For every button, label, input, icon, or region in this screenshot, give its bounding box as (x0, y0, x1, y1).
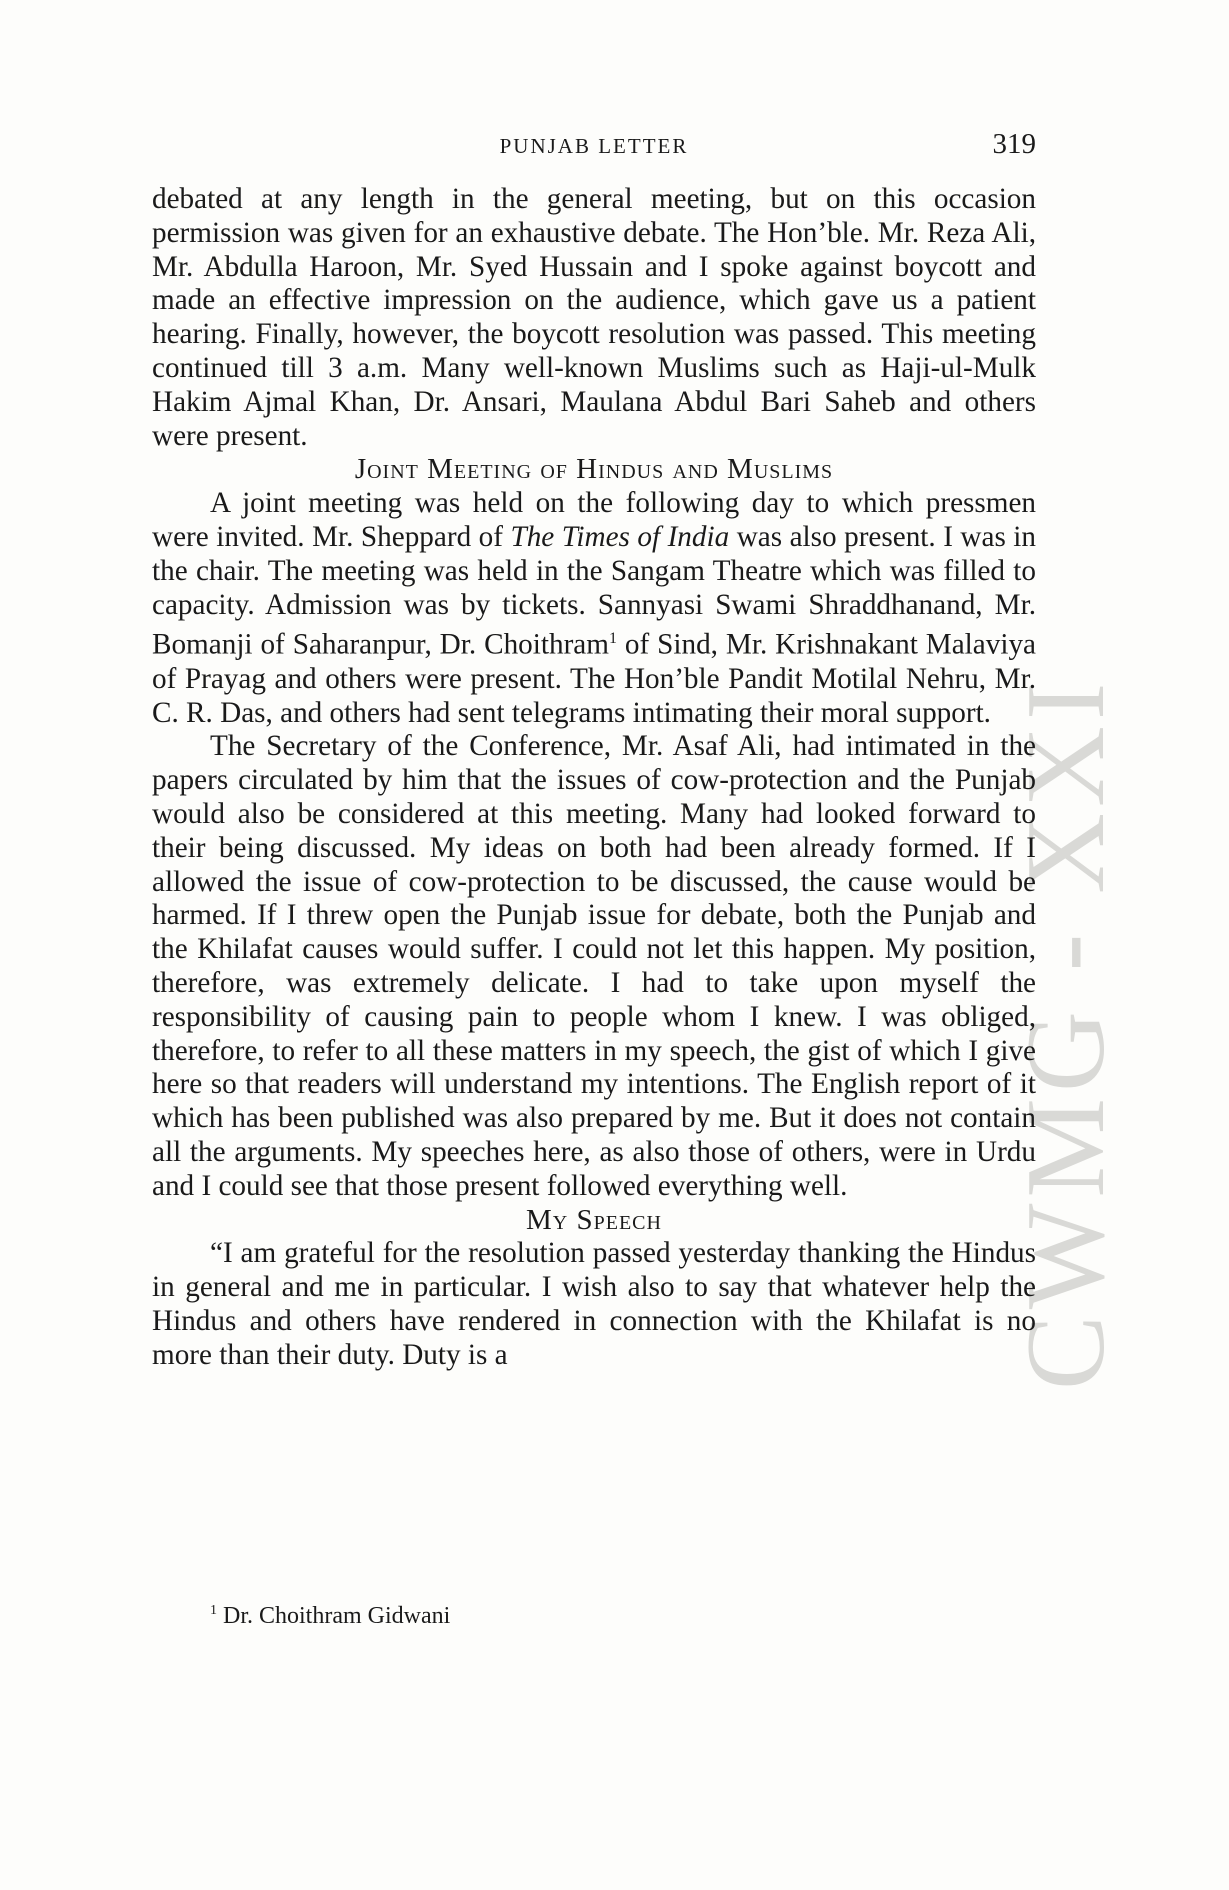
watermark: CWMG - XXI (1004, 676, 1128, 1390)
footnote-marker: 1 (608, 630, 617, 648)
footnote-text: Dr. Choithram Gidwani (217, 1603, 451, 1629)
section-heading: Joint Meeting of Hindus and Muslims (354, 453, 834, 486)
paragraph: “I am grateful for the resolution passed yesterday thanking the Hindus in general and me in particular. I wish also to say that whatever help the Hindus and others have rendered in connection with the Khilafat is no more than their duty. Duty is a (152, 1237, 1036, 1371)
paragraph-text: A joint meeting was held on the following day to which pressmen were invited. Mr. Sheppard of (152, 487, 1036, 553)
italic-title: The Times of India (510, 520, 730, 553)
body-text (152, 183, 1036, 1373)
footnote (210, 1603, 450, 1630)
paragraph-text: was also present. I was in the chair. The meeting was held in the Sangam Theatre which was filled to capacity. Admission was by tickets. Sannyasi Swami Shraddhanand, Mr. Bomanji of Saharanpur, Dr. Choithram (152, 520, 1037, 662)
page-header (152, 128, 1036, 168)
footnote-number: 1 (210, 1603, 217, 1618)
section-heading: My Speech (526, 1203, 662, 1236)
running-head: PUNJAB LETTER (499, 134, 689, 158)
paragraph-text: of Sind, Mr. Krishnakant Malaviya of Prayag and others were present. The Hon’ble Pandit Motilal Nehru, Mr. C. R. Das, and others had sent telegrams intimating their moral support. (152, 629, 1036, 729)
page-number: 319 (992, 128, 1036, 160)
paragraph: The Secretary of the Conference, Mr. Asaf Ali, had intimated in the papers circulated by him that the issues of cow-protection and the Punjab would also be considered at this meeting. Many had looked forward to their being discussed. My ideas on both had been already formed. If I allowed the issue of cow-protection to be discussed, the cause would be harmed. If I threw open the Punjab issue for debate, both the Punjab and the Khilafat causes would suffer. I could not let this happen. My position, therefore, was extremely delicate. I had to take upon myself the responsibility of causing pain to people whom I knew. I was obliged, therefore, to refer to all these matters in my speech, the gist of which I give here so that readers will understand my intentions. The English report of it which has been published was also prepared by me. But it does not contain all the arguments. My speeches here, as also those of others, were in Urdu and I could see that those present followed everything well. (152, 730, 1036, 1202)
paragraph: debated at any length in the general meeting, but on this occasion permission was given for an exhaustive debate. The Hon’ble. Mr. Reza Ali, Mr. Abdulla Haroon, Mr. Syed Hussain and I spoke against boycott and made an effective impression on the audience, which gave us a patient hearing. Finally, however, the boycott resolution was passed. This meeting continued till 3 a.m. Many well-known Muslims such as Haji-ul-Mulk Hakim Ajmal Khan, Dr. Ansari, Maulana Abdul Bari Saheb and others were present. (152, 183, 1036, 452)
paragraph (152, 487, 1036, 730)
